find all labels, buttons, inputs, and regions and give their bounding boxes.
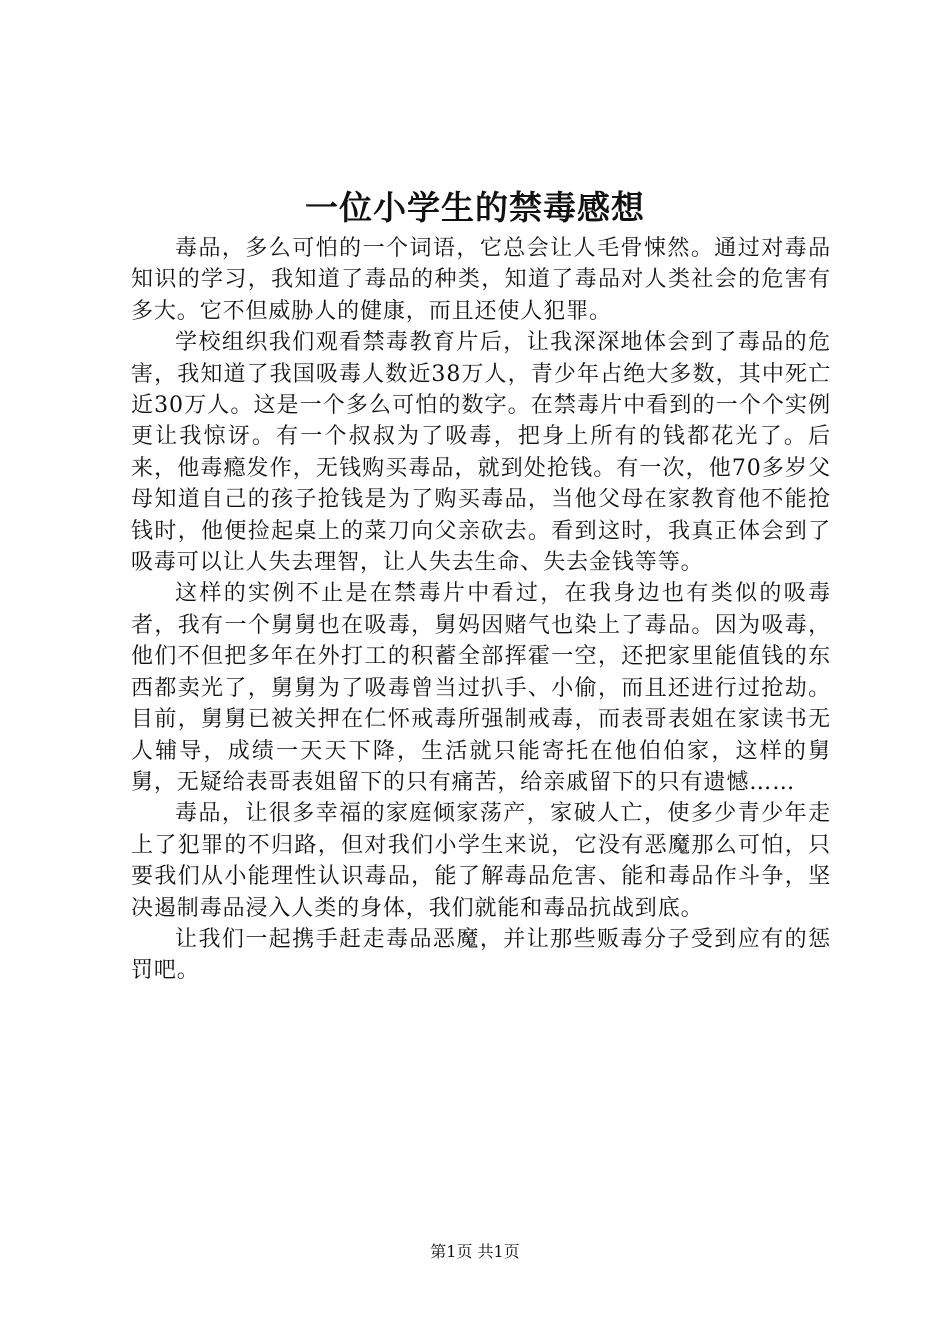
paragraph-1: 毒品，多么可怕的一个词语，它总会让人毛骨悚然。通过对毒品知识的学习，我知道了毒品的种类，知道了毒品对人类社会的危害有多大。它不但威胁人的健康，而且还使人犯罪。 — [131, 236, 831, 324]
paragraph-4: 毒品，让很多幸福的家庭倾家荡产，家破人亡，使多少青少年走上了犯罪的不归路，但对我们小学生来说，它没有恶魔那么可怕，只要我们从小能理性认识毒品，能了解毒品危害、能和毒品作斗争，坚决遏制毒品浸入人类的身体，我们就能和毒品抗战到底。 — [131, 801, 831, 921]
document-body — [131, 233, 831, 987]
document-title: 一位小学生的禁毒感想 — [305, 188, 645, 227]
page-number-footer: 第1页 共1页 — [430, 1242, 520, 1261]
paragraph-3: 这样的实例不止是在禁毒片中看过，在我身边也有类似的吸毒者，我有一个舅舅也在吸毒，舅妈因赌气也染上了毒品。因为吸毒，他们不但把多年在外打工的积蓄全部挥霍一空，还把家里能值钱的东西都卖光了，舅舅为了吸毒曾当过扒手、小偷，而且还进行过抢劫。目前，舅舅已被关押在仁怀戒毒所强制戒毒，而表哥表姐在家读书无人辅导，成绩一天天下降，生活就只能寄托在他伯伯家，这样的舅舅，无疑给表哥表姐留下的只有痛苦，给亲戚留下的只有遗憾…… — [131, 581, 831, 795]
paragraph-2: 学校组织我们观看禁毒教育片后，让我深深地体会到了毒品的危害，我知道了我国吸毒人数近38万人，青少年占绝大多数，其中死亡近30万人。这是一个多么可怕的数字。在禁毒片中看到的一个个实例更让我惊讶。有一个叔叔为了吸毒，把身上所有的钱都花光了。后来，他毒瘾发作，无钱购买毒品，就到处抢钱。有一次，他70多岁父母知道自己的孩子抢钱是为了购买毒品，当他父母在家教育他不能抢钱时，他便捡起桌上的菜刀向父亲砍去。看到这时，我真正体会到了吸毒可以让人失去理智，让人失去生命、失去金钱等等。 — [131, 330, 831, 576]
paragraph-5: 让我们一起携手赶走毒品恶魔，并让那些贩毒分子受到应有的惩罚吧。 — [131, 926, 831, 984]
